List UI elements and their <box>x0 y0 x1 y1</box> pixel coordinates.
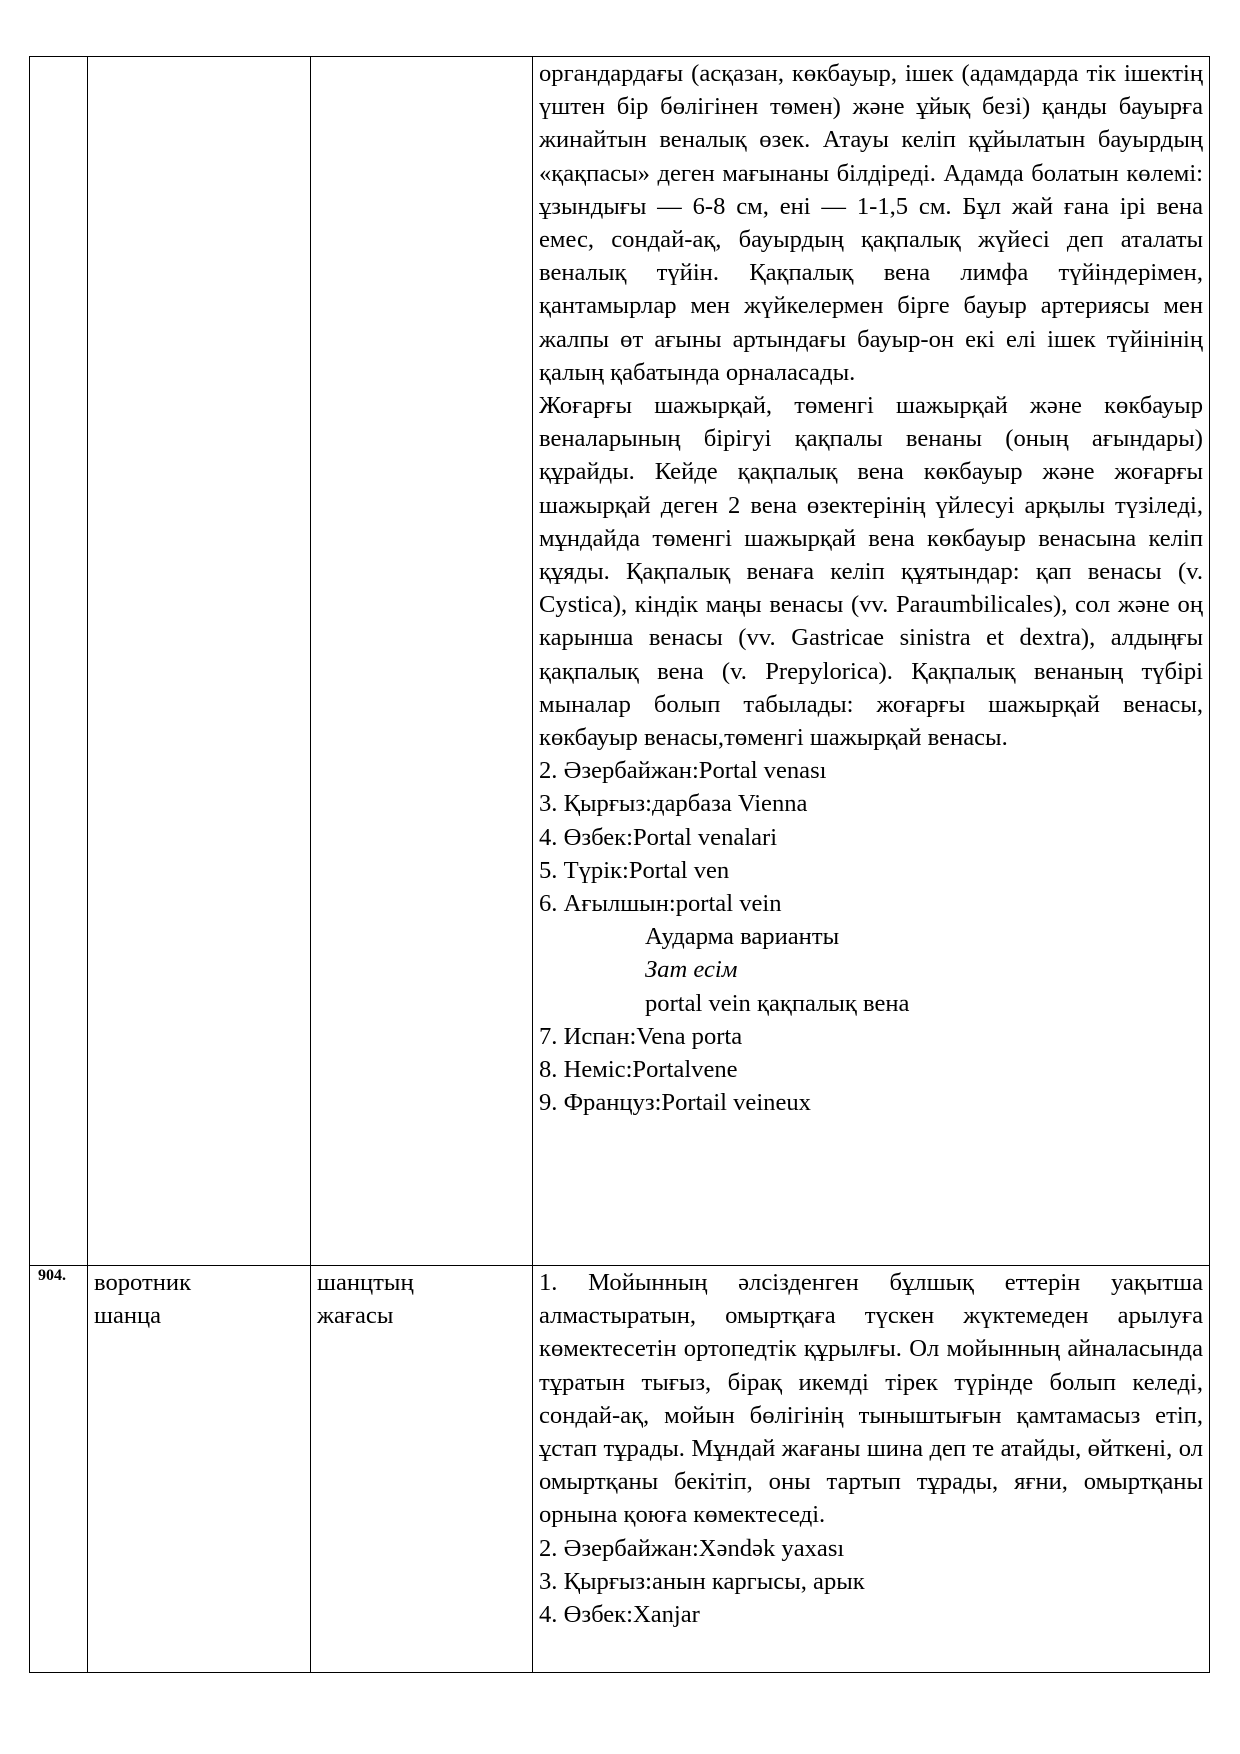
term-ru-cell <box>88 1266 311 1673</box>
entry-number-cell <box>30 57 88 1266</box>
definition-paragraph: органдардағы (асқазан, көкбауыр, ішек (адамдарда тік ішектің үштен бір бөлігінен төмен) және ұйық безі) қанды бауырға жинайтын веналық өзек. Атауы келіп құйылатын бауырдың «қақпасы» деген мағынаны білдіреді. Адамда болатын көлемі: ұзындығы — 6-8 см, ені — 1-1,5 см. Бұл жай ғана ірі вена емес, сондай-ақ, бауырдың қақпалық жүйесі деп аталаты веналық түйін. Қақпалық вена лимфа түйіндерімен, қантамырлар мен жүйкелермен бірге бауыр артериясы мен жалпы өт ағыны артындағы бауыр-он екі елі ішек түйінінің қалың қабатында орналасады. <box>539 60 1203 386</box>
definition-paragraph: 1. Мойынның әлсізденген бұлшық еттерін уақытша алмастыратын, омыртқаға түскен жүктемеден арылуға көмектесетін ортопедтік құрылғы. Ол мойынның айналасында тұратын тығыз, бірақ икемді тірек түрінде болып келеді, сондай-ақ, мойын бөлігінің тыныштығын қамтамасыз етіп, ұстап тұрады. Мұндай жағаны шина деп те атайды, өйткені, ол омыртқаны бекітіп, оны тартып тұрады, яғни, омыртқаны орнына қоюға көмектеседі. <box>539 1269 1203 1529</box>
translation-line: 2. Әзербайжан:Xəndək yaxası <box>539 1534 845 1562</box>
term-kz-line: шанцтың <box>317 1269 414 1296</box>
translation-line: 5. Түрік:Portal ven <box>539 856 730 884</box>
definition-paragraph: Жоғарғы шажырқай, төменгі шажырқай және көкбауыр веналарының бірігуі қақпалы венаны (оның ағындары) құрайды. Кейде қақпалық вена көкбауыр және жоғарғы шажырқай деген 2 вена өзектерінің үйлесуі арқылы түзіледі, мұндайда төменгі шажырқай вена көкбауыр венасына келіп құяды. Қақпалық венаға келіп құятындар: қап венасы (v. Cystica), кіндік маңы венасы (vv. Paraumbilicales), сол және оң карынша венасы (vv. Gastricae sinistra et dextra), алдыңғы қақпалық вена (v. Prepylorica). Қақпалық венаның түбірі мыналар болып табылады: жоғарғы шажырқай венасы, көкбауыр венасы,төменгі шажырқай венасы. <box>539 392 1203 752</box>
term-ru-line: шанца <box>94 1302 162 1330</box>
term-kz-cell <box>311 57 533 1266</box>
translation-line: 3. Қырғыз:дарбаза Vienna <box>539 790 808 818</box>
translation-line: 4. Өзбек:Portal venalari <box>539 823 778 851</box>
variant-part-of-speech: Зат есім <box>645 956 738 984</box>
table-row <box>30 1266 1210 1673</box>
term-kz-line: жағасы <box>317 1302 394 1330</box>
translation-line: 9. Француз:Portail veineux <box>539 1089 811 1117</box>
table-row <box>30 57 1210 1266</box>
variant-entry: portal vein қақпалық вена <box>645 989 910 1017</box>
definition-cell <box>533 1266 1210 1673</box>
dictionary-table <box>29 56 1210 1673</box>
variant-heading: Аударма варианты <box>645 923 840 951</box>
translation-line: 8. Неміс:Portalvene <box>539 1056 738 1084</box>
translation-line: 2. Әзербайжан:Portal venası <box>539 757 827 785</box>
definition-cell <box>533 57 1210 1266</box>
term-ru-line: воротник <box>94 1269 192 1296</box>
translation-line: 6. Ағылшын:portal vein <box>539 890 782 918</box>
translation-line: 7. Испан:Vena porta <box>539 1022 743 1050</box>
term-kz-cell <box>311 1266 533 1673</box>
entry-number-cell: 904. <box>30 1266 88 1673</box>
term-ru-cell <box>88 57 311 1266</box>
translation-line: 4. Өзбек:Xanjar <box>539 1601 700 1629</box>
translation-line: 3. Қырғыз:анын каргысы, арык <box>539 1567 865 1595</box>
